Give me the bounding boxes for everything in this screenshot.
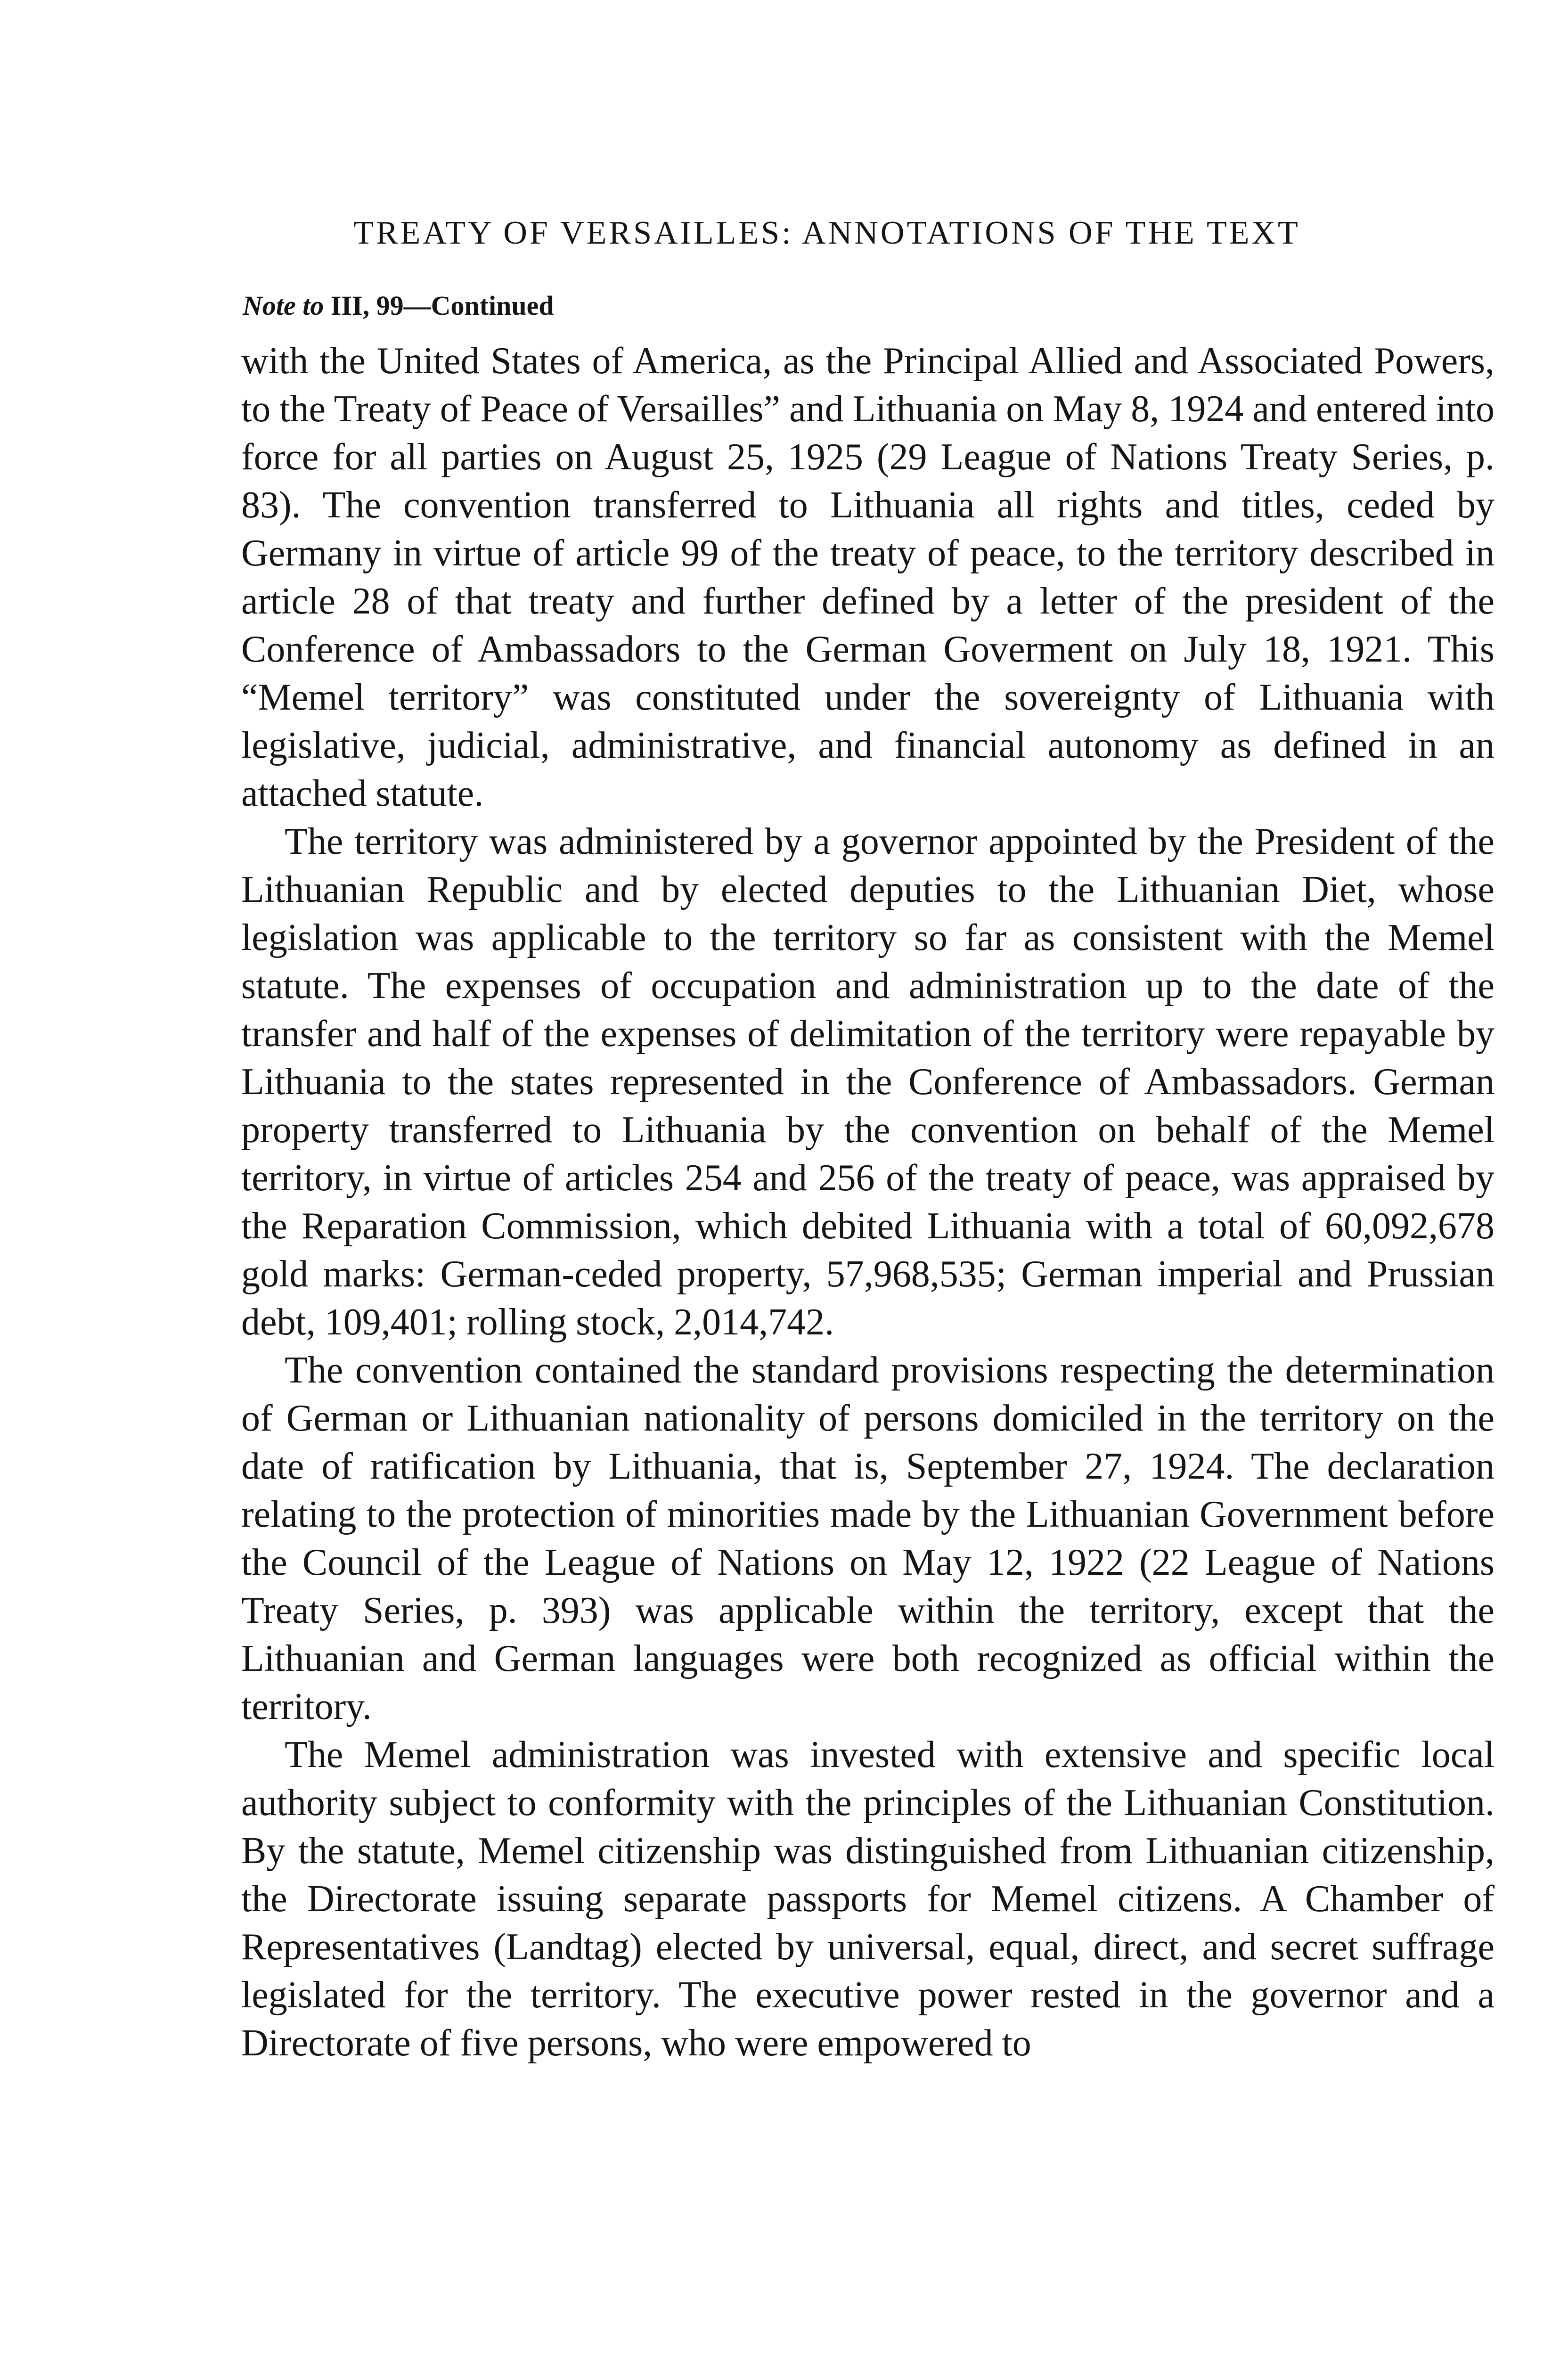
note-heading-reference: III, 99—Continued: [324, 290, 554, 321]
paragraph-2: The territory was administered by a governor appointed by the President of the Lithuanian Republic and by elected deputies to the Lithuanian Diet, whose legislation was applicable to the territory so far as consistent with the Memel statute. The expenses of occupation and administration up to the date of the transfer and half of the expenses of delimitation of the territory were repayable by Lithuania to the states represented in the Conference of Ambassadors. German property transferred to Lithuania by the convention on behalf of the Memel territory, in virtue of articles 254 and 256 of the treaty of peace, was appraised by the Reparation Commission, which debited Lithuania with a total of 60,092,678 gold marks: German-ceded property, 57,968,535; German imperial and Prussian debt, 109,401; rolling stock, 2,014,742.: [241, 821, 1494, 1343]
paragraph-1: with the United States of America, as the Principal Allied and Associated Powers, to the Treaty of Peace of Versailles” and Lithuania on May 8, 1924 and entered into force for all parties on August 25, 1925 (29 League of Nations Treaty Series, p. 83). The convention transferred to Lithuania all rights and titles, ceded by Germany in virtue of article 99 of the treaty of peace, to the territory described in article 28 of that treaty and further defined by a letter of the president of the Conference of Ambassadors to the German Goverment on July 18, 1921. This “Memel territory” was constituted under the sovereignty of Lithuania with legislative, judicial, administrative, and financial autonomy as defined in an attached statute.: [241, 340, 1494, 814]
body-text: [241, 337, 1494, 2067]
paragraph-4: The Memel administration was invested with extensive and specific local authority subject to conformity with the principles of the Lithuanian Constitution. By the statute, Memel citizenship was distinguished from Lithuanian citizenship, the Directorate issuing separate passports for Memel citizens. A Chamber of Representatives (Landtag) elected by universal, equal, direct, and secret suffrage legislated for the territory. The executive power rested in the governor and a Directorate of five persons, who were empowered to: [241, 1734, 1494, 2064]
note-heading: [243, 290, 554, 321]
paragraph-3: The convention contained the standard provisions respecting the determination of German or Lithuanian nationality of persons domiciled in the territory on the date of ratification by Lithuania, that is, September 27, 1924. The declaration relating to the protection of minorities made by the Lithuanian Government before the Council of the League of Nations on May 12, 1922 (22 League of Nations Treaty Series, p. 393) was applicable within the territory, except that the Lithuanian and German languages were both recognized as official within the territory.: [241, 1350, 1494, 1727]
note-heading-prefix: Note to: [243, 290, 324, 321]
running-head: TREATY OF VERSAILLES: ANNOTATIONS OF THE TEXT: [353, 215, 1300, 251]
